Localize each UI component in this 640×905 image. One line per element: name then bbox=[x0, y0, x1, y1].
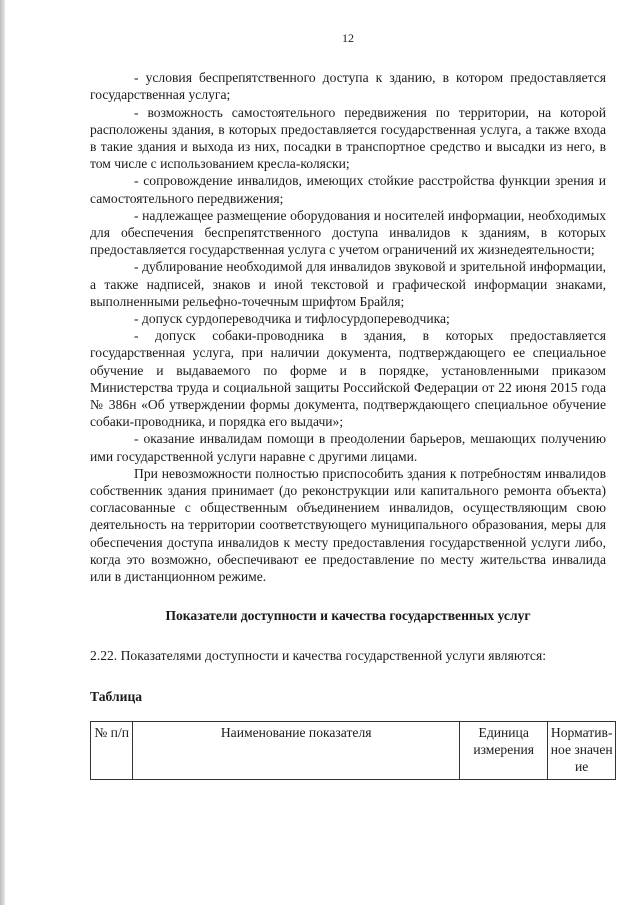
body-text bbox=[90, 69, 606, 585]
indicators-table bbox=[90, 721, 616, 780]
paragraph-equipment-placement: - надлежащее размещение оборудования и носителей информации, необходимых для обеспечения беспрепятственного доступа инвалидов к зданиям, в которых предоставляется государственная услуга с учетом ограничений их жизнедеятельности; bbox=[90, 207, 606, 258]
header-indicator-name: Наименование показателя bbox=[133, 721, 460, 779]
section-heading: Показатели доступности и качества государственных услуг bbox=[165, 608, 531, 624]
table-caption: Таблица bbox=[90, 688, 143, 704]
paragraph-independent-movement: - возможность самостоятельного передвижения по территории, на которой расположены здания, в которых предоставляется государственная услуга, а также входа в такие здания и выхода из них, посадки в транспортное средство и высадки из него, в том числе с использованием кресла-коляски; bbox=[90, 104, 606, 172]
paragraph-unobstructed-access: - условия беспрепятственного доступа к зданию, в котором предоставляется государственная услуга; bbox=[90, 70, 606, 103]
header-unit: Единица измерения bbox=[460, 721, 548, 779]
paragraph-braille-duplication: - дублирование необходимой для инвалидов звуковой и зрительной информации, а также надписей, знаков и иной текстовой и графической информации знаками, выполненными рельефно-точечным шрифтом Брайля; bbox=[90, 259, 606, 309]
page-number: 12 bbox=[342, 31, 354, 45]
paragraph-escort: - сопровождение инвалидов, имеющих стойкие расстройства функции зрения и самостоятельного передвижения; bbox=[90, 173, 606, 206]
header-number: № п/п bbox=[91, 721, 133, 779]
paragraph-barrier-assistance: - оказание инвалидам помощи в преодолении барьеров, мешающих получению ими государственной услуги наравне с другими лицами. bbox=[90, 431, 606, 464]
document-page bbox=[90, 30, 613, 780]
paragraph-guide-dog: - допуск собаки-проводника в здания, в которых предоставляется государственная услуга, при наличии документа, подтверждающего ее специальное обучение и выдаваемого по форме и в порядке, установленными приказом Министерства труда и социальной защиты Российской Федерации от 22 июня 2015 года № 386н «Об утверждении формы документа, подтверждающего специальное обучение собаки-проводника, и порядка его выдачи»; bbox=[90, 328, 606, 430]
paragraph-building-adaptation: При невозможности полностью приспособить здания к потребностям инвалидов собственник здания принимает (до реконструкции или капитального ремонта объекта) согласованные с общественным объединением инвалидов, осуществляющим свою деятельность на территории соответствующего муниципального образования, меры для обеспечения доступа инвалидов к месту предоставления государственной услуги либо, когда это возможно, обеспечивают ее предоставление по месту жительства инвалида или в дистанционном режиме. bbox=[90, 465, 606, 585]
header-normative-value: Нормативное значение bbox=[548, 721, 616, 779]
table-header-row bbox=[91, 721, 616, 779]
scan-edge bbox=[0, 0, 5, 905]
paragraph-sign-interpreter: - допуск сурдопереводчика и тифлосурдопереводчика; bbox=[134, 311, 450, 327]
item-2-22: 2.22. Показателями доступности и качества государственной услуги являются: bbox=[90, 647, 546, 663]
